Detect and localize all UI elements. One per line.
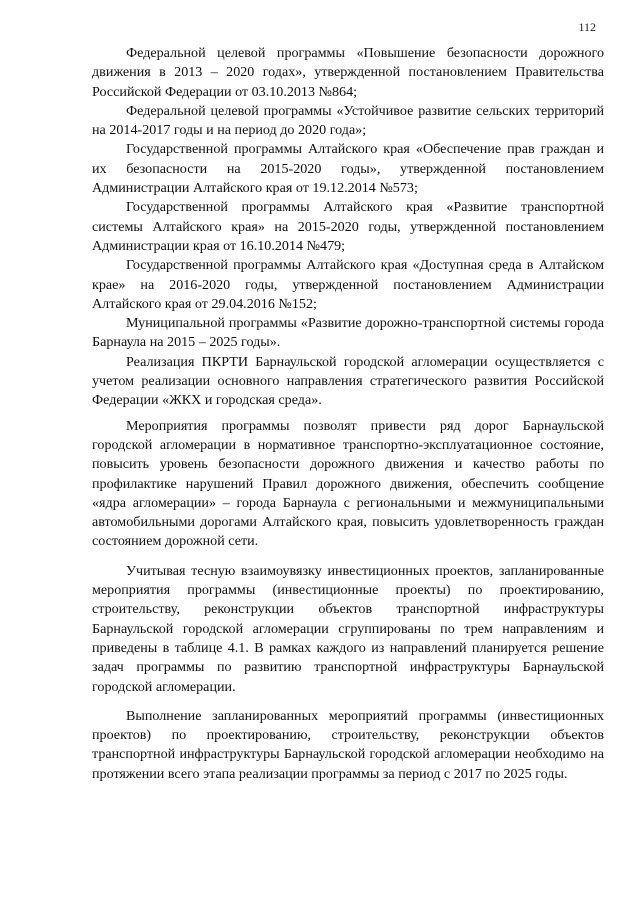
paragraph-program-measures: Мероприятия программы позволят привести ряд дорог Барнаульской городской агломерации в нормативное транспортно-эксплуатационное состояние, повысить уровень безопасности дорожного движения и качество работы по профилактике нарушений Правил дорожного движения, обеспечить сообщение «ядра агломерации» – города Барнаула с региональными и межмуниципальными автомобильными дорогами Алтайского края, повысить удовлетворенность граждан состоянием дорожной сети.	[92, 417, 604, 550]
paragraph-gp-accessible-environment: Государственной программы Алтайского края «Доступная среда в Алтайском крае» на 2016-2020 годы, утвержденной постановлением Администрации Алтайского края от 29.04.2016 №152;	[92, 257, 604, 312]
paragraph-mp-barnaul-roads: Муниципальной программы «Развитие дорожно-транспортной системы города Барнаула на 2015 – 2025 годы».	[92, 315, 604, 351]
paragraph-investment-projects: Учитывая тесную взаимоувязку инвестиционных проектов, запланированные мероприятия программы (инвестиционные проекты) по проектированию, строительству, реконструкции объектов транспортной инфраструктуры Барнаульской городской агломерации сгруппированы по трем направлениям и приведены в таблице 4.1. В рамках каждого из направлений планируется решение задач программы по развитию транспортной инфраструктуры Барнаульской городской агломерации.	[92, 562, 604, 695]
paragraph-gp-transport-system: Государственной программы Алтайского края «Развитие транспортной системы Алтайского края» на 2015-2020 годы, утвержденной постановлением Администрации края от 16.10.2014 №479;	[92, 199, 604, 254]
document-body	[92, 44, 604, 784]
paragraph-execution-period: Выполнение запланированных мероприятий программы (инвестиционных проектов) по проектированию, строительству, реконструкции объектов транспортной инфраструктуры Барнаульской городской агломерации необходимо на протяжении всего этапа реализации программы за период с 2017 по 2025 годы.	[92, 707, 604, 782]
paragraph-pkrti-implementation: Реализация ПКРТИ Барнаульской городской агломерации осуществляется с учетом реализации основного направления стратегического развития Российской Федерации «ЖКХ и городская среда».	[92, 353, 604, 409]
paragraph-fcp-rural-development: Федеральной целевой программы «Устойчивое развитие сельских территорий на 2014-2017 годы и на период до 2020 года»;	[92, 102, 604, 139]
paragraph-fcp-road-safety: Федеральной целевой программы «Повышение безопасности дорожного движения в 2013 – 2020 годах», утвержденной постановлением Правительства Российской Федерации от 03.10.2013 №864;	[92, 45, 604, 100]
page-number: 112	[578, 20, 596, 34]
paragraph-gp-citizens-rights: Государственной программы Алтайского края «Обеспечение прав граждан и их безопасности на 2015-2020 годы», утвержденной постановлением Администрации Алтайского края от 19.12.2014 №573;	[92, 141, 604, 197]
